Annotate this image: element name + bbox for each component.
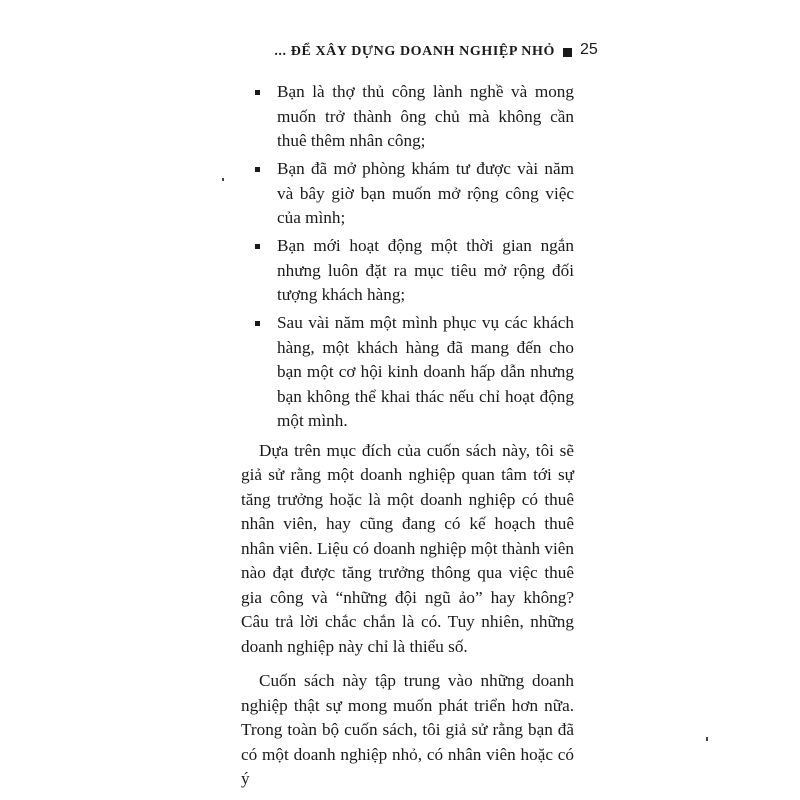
running-header [274,44,572,60]
body-text [241,80,574,792]
page-number: 25 [580,41,598,58]
list-item-text: Bạn mới hoạt động một thời gian ngắn nhưng luôn đặt ra mục tiêu mở rộng đối tượng khách hàng; [277,236,574,304]
list-item-text: Bạn là thợ thủ công lành nghề và mong muốn trở thành ông chủ mà không cần thuê thêm nhân công; [277,82,574,150]
list-item [241,311,574,434]
bullet-icon [255,244,260,249]
paragraph: Dựa trên mục đích của cuốn sách này, tôi sẽ giả sử rằng một doanh nghiệp quan tâm tới sự tăng trưởng hoặc là một doanh nghiệp có thuê nhân viên, hay cũng đang có kế hoạch thuê nhân viên. Liệu có doanh nghiệp một thành viên nào đạt được tăng trưởng thông qua việc thuê gia công và “những đội ngũ ảo” hay không? Câu trả lời chắc chắn là có. Tuy nhiên, những doanh nghiệp này chỉ là thiểu số. [241,440,574,656]
print-speck [222,178,224,181]
list-item [241,80,574,154]
print-speck [706,737,708,741]
list-item [241,234,574,308]
bullet-list [241,80,574,434]
list-item-text: Sau vài năm một mình phục vụ các khách hàng, một khách hàng đã mang đến cho bạn một cơ hội kinh doanh hấp dẫn nhưng bạn không thể khai thác nếu chỉ hoạt động một mình. [277,313,574,430]
running-title: ... ĐỂ XÂY DỰNG DOANH NGHIỆP NHỎ [274,44,555,59]
list-item [241,157,574,231]
bullet-icon [255,167,260,172]
paragraph: Cuốn sách này tập trung vào những doanh nghiệp thật sự mong muốn phát triển hơn nữa. Trong toàn bộ cuốn sách, tôi giả sử rằng bạn đã có một doanh nghiệp nhỏ, có nhân viên hoặc có ý [241,671,574,788]
bullet-icon [255,321,260,326]
bullet-icon [255,90,260,95]
square-bullet-icon [563,48,572,57]
list-item-text: Bạn đã mở phòng khám tư được vài năm và bây giờ bạn muốn mở rộng công việc của mình; [277,159,574,227]
